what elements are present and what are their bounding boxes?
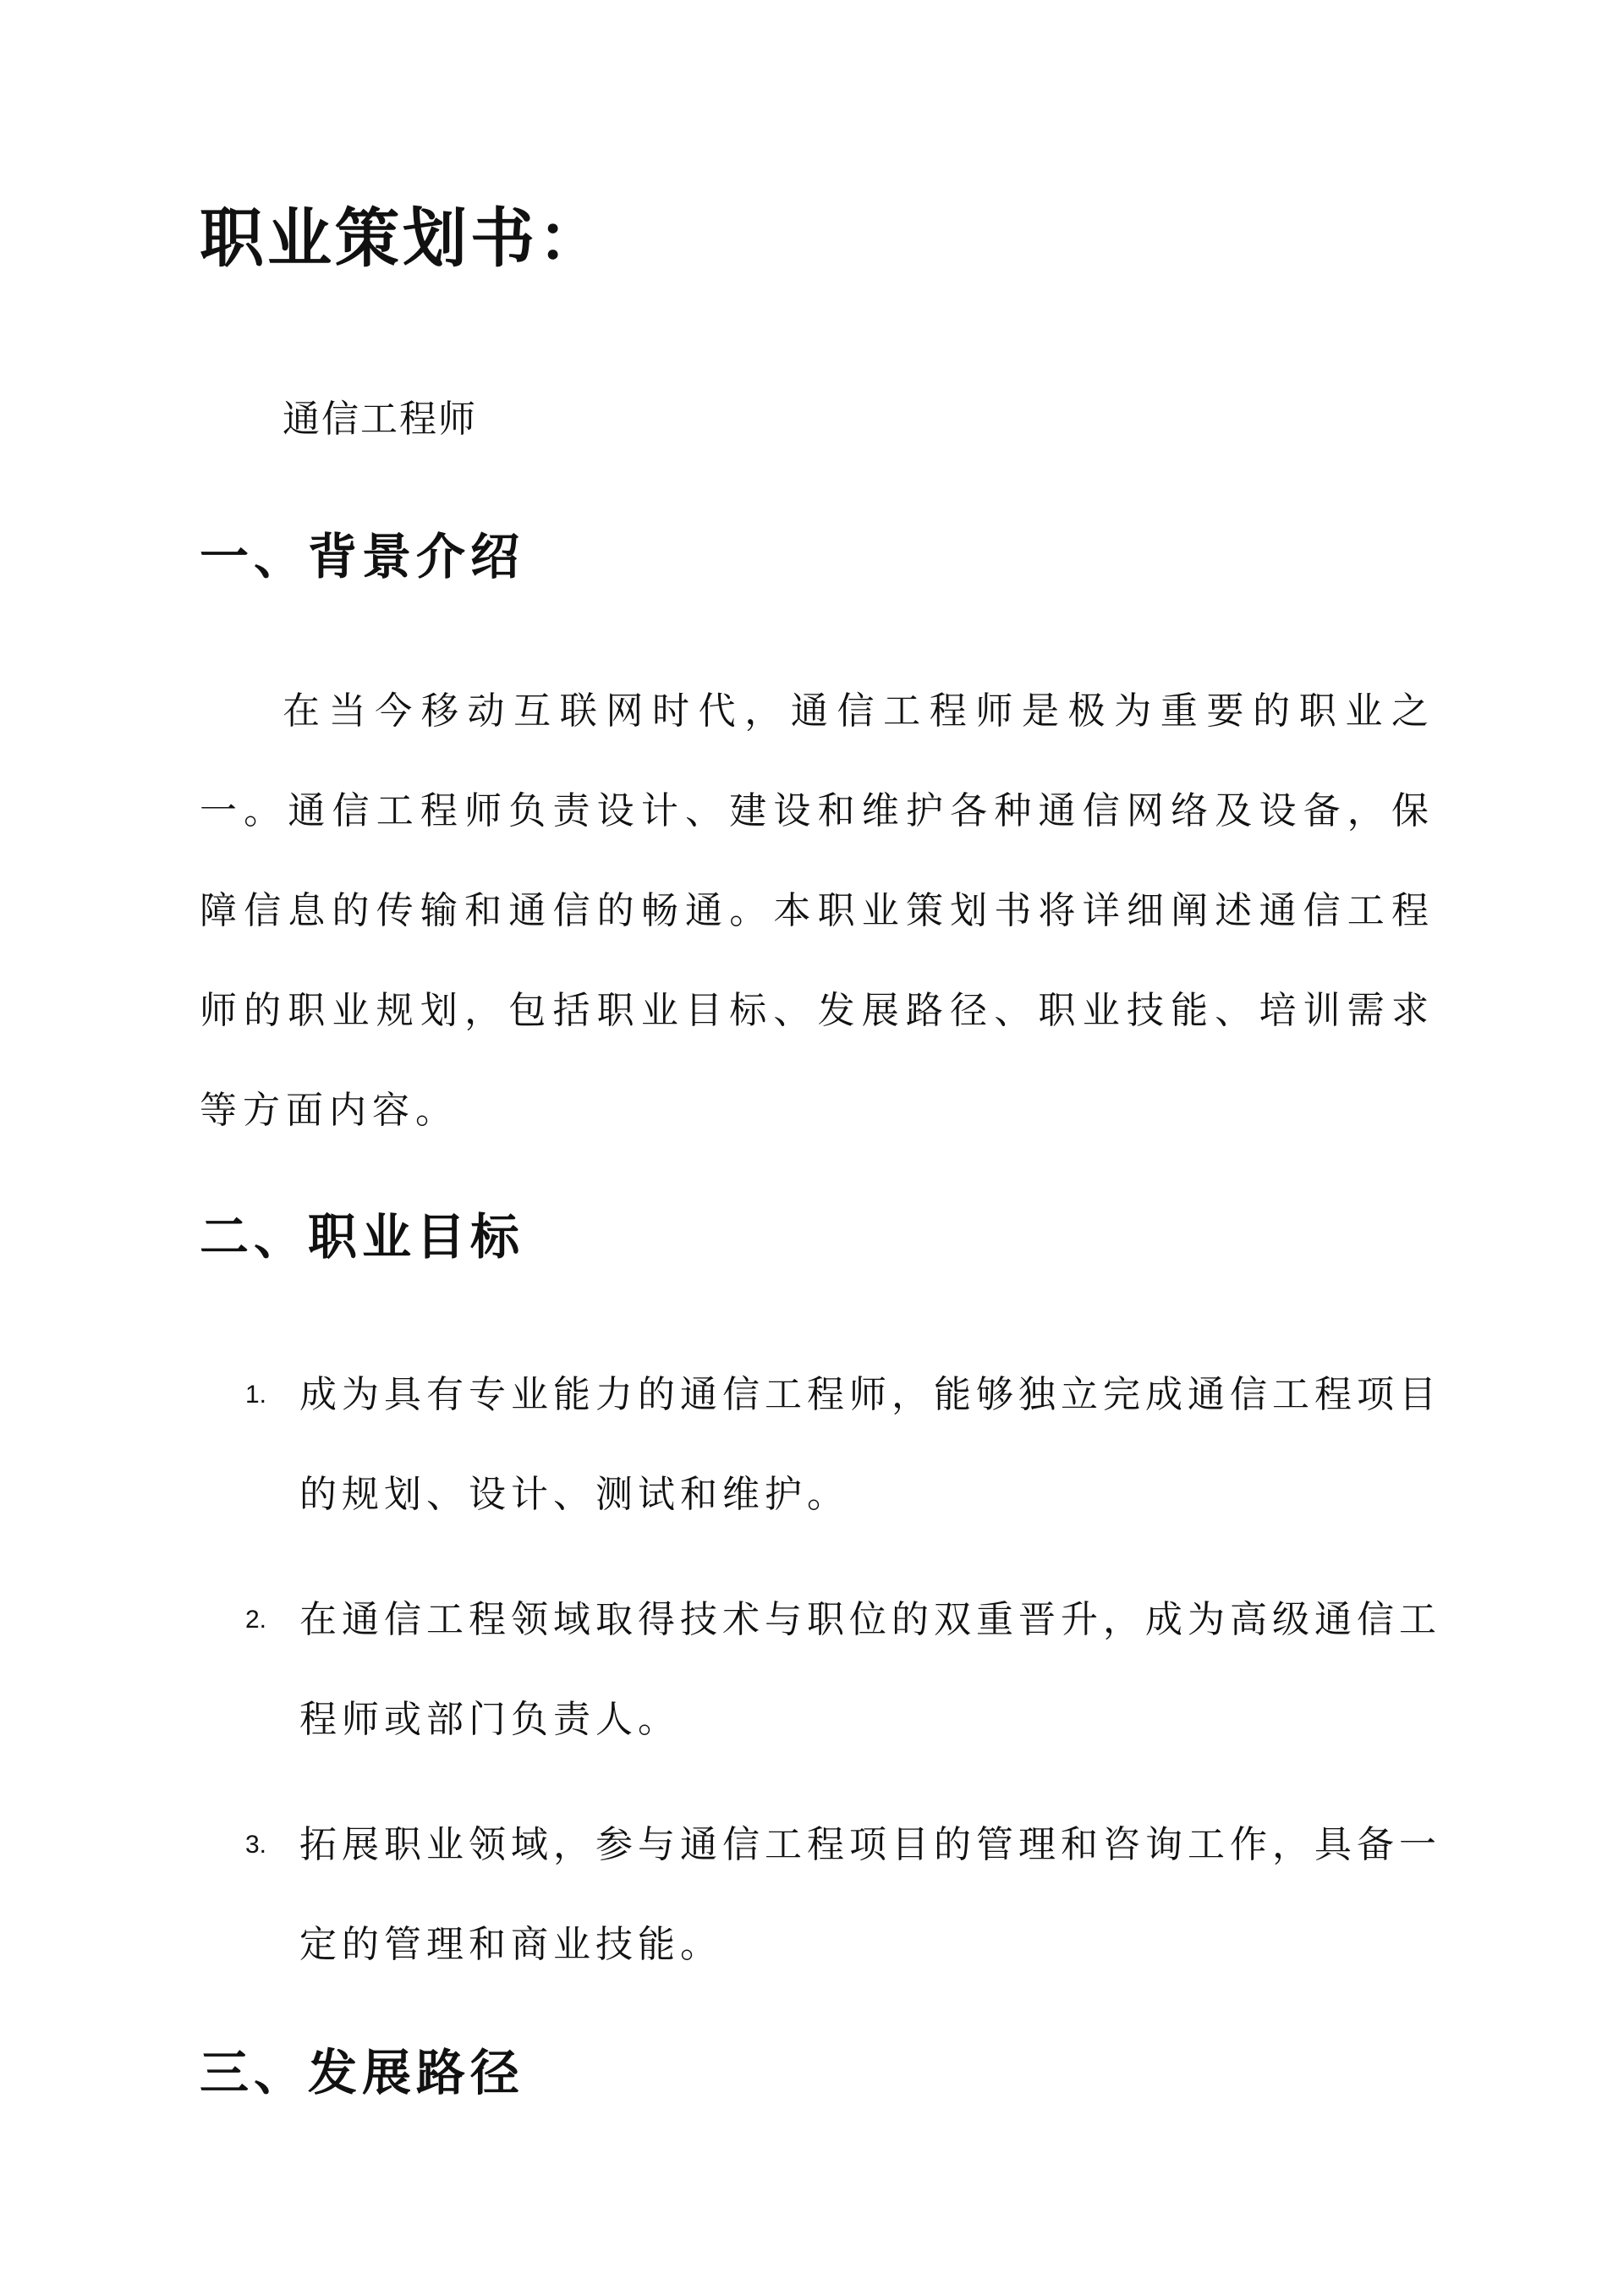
- section-heading-career-goals: 二、职业目标: [200, 1208, 525, 1266]
- section-heading-background: 一、背景介绍: [200, 528, 525, 585]
- background-paragraph: 在当今移动互联网时代，通信工程师是极为重要的职业之一。通信工程师负责设计、建设和维护各种通信网络及设备，保障信息的传输和通信的畅通。本职业策划书将详细阐述通信工程师的职业规划，包括职业目标、发展路径、职业技能、培训需求等方面内容。: [200, 689, 1435, 1132]
- list-item-text: 拓展职业领域，参与通信工程项目的管理和咨询工作，具备一定的管理和商业技能。: [299, 1823, 1441, 1966]
- list-item: [200, 1570, 1441, 1770]
- career-goals-list: [200, 1345, 1441, 2020]
- list-item-text: 在通信工程领域取得技术与职位的双重晋升，成为高级通信工程师或部门负责人。: [299, 1598, 1441, 1741]
- list-item: [200, 1795, 1441, 1995]
- document-title: 职业策划书：: [200, 200, 606, 276]
- document-subtitle: 通信工程师: [283, 398, 477, 441]
- list-item-number: 3.: [245, 1831, 267, 1859]
- list-item-number: 1.: [245, 1381, 267, 1409]
- section-heading-development-path: 三、发展路径: [200, 2044, 525, 2101]
- list-item: [200, 1345, 1441, 1545]
- list-item-text: 成为具有专业能力的通信工程师，能够独立完成通信工程项目的规划、设计、测试和维护。: [299, 1373, 1441, 1516]
- list-item-number: 2.: [245, 1606, 267, 1634]
